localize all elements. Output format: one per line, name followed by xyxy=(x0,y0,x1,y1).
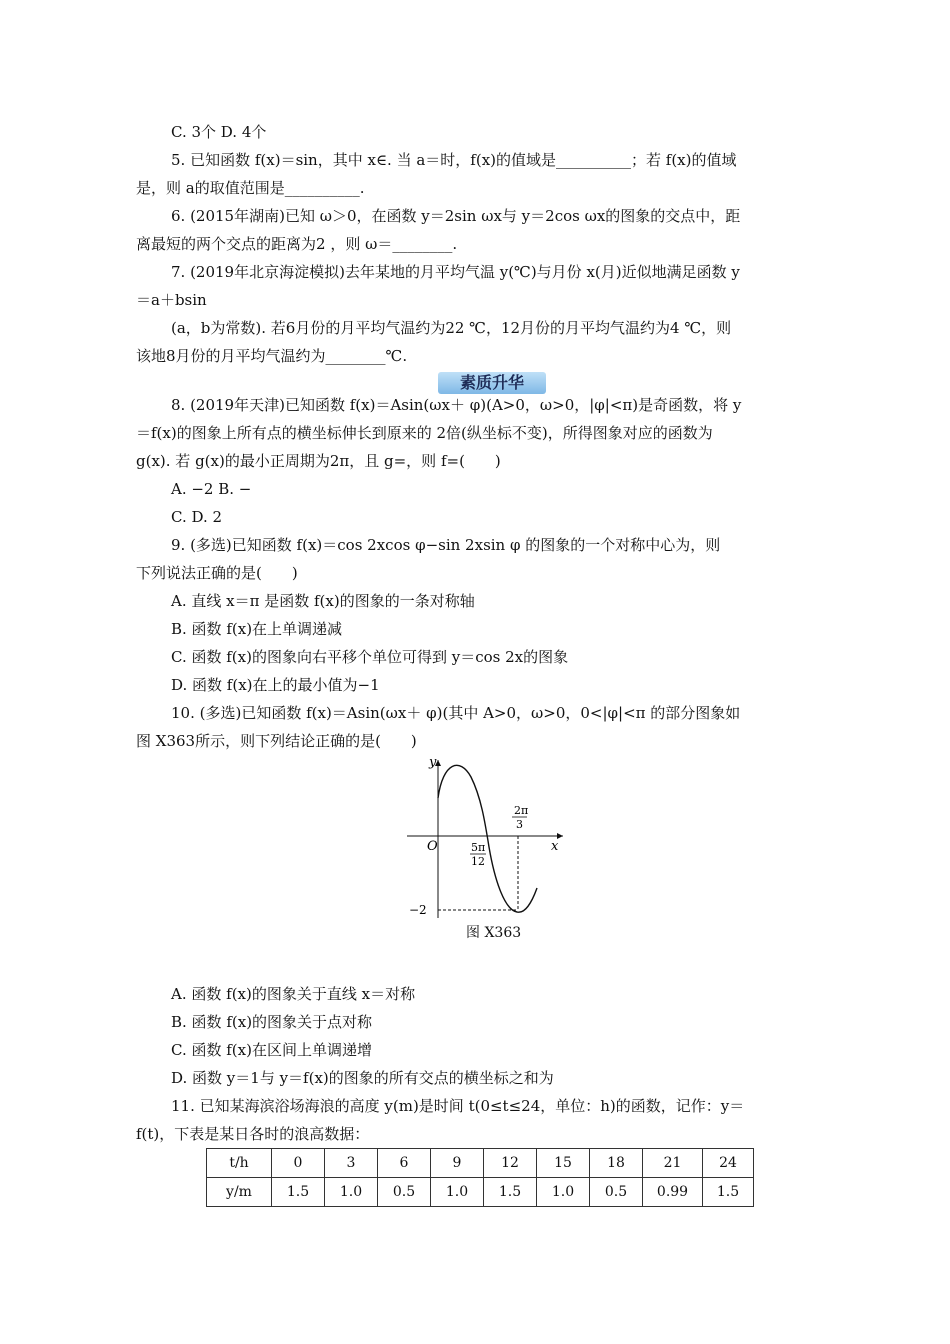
q7-line3: (a，b为常数). 若6月份的月平均气温约为22 ℃，12月份的月平均气温约为4 ℃，则 xyxy=(171,319,732,337)
q10-line2: 图 X363所示，则下列结论正确的是( ) xyxy=(136,732,417,750)
table-cell: 18 xyxy=(590,1149,643,1178)
tick-2pi3-numerator: 2π xyxy=(514,804,529,817)
sine-curve xyxy=(438,765,537,912)
q8-line2: ＝f(x)的图象上所有点的横坐标伸长到原来的 2倍(纵坐标不变)，所得图象对应的函数为 xyxy=(136,424,713,442)
q9-line1: 9. (多选)已知函数 f(x)＝cos 2xcos φ−sin 2xsin φ 的图象的一个对称中心为，则 xyxy=(171,536,721,554)
wave-height-table xyxy=(206,1148,754,1207)
q5-line2: 是，则 a的取值范围是__________. xyxy=(136,179,365,197)
table-cell: 3 xyxy=(325,1149,378,1178)
q11-line1: 11. 已知某海滨浴场海浪的高度 y(m)是时间 t(0≤t≤24，单位：h)的函数，记作：y＝ xyxy=(171,1097,745,1115)
q6-line2: 离最短的两个交点的距离为2 ，则 ω＝________. xyxy=(136,235,458,253)
table-row xyxy=(207,1149,754,1178)
table-cell: 0 xyxy=(272,1149,325,1178)
q5-line1: 5. 已知函数 f(x)＝sin，其中 x∈. 当 a＝时，f(x)的值域是__________；若 f(x)的值域 xyxy=(171,151,737,169)
table-cell: 1.5 xyxy=(703,1178,754,1207)
table-cell: 1.0 xyxy=(431,1178,484,1207)
q9-line2: 下列说法正确的是( ) xyxy=(136,564,298,582)
table-cell: 1.5 xyxy=(484,1178,537,1207)
q8-options-cd: C. D. 2 xyxy=(171,508,223,526)
q7-line2: ＝a＋bsin xyxy=(136,291,207,309)
sine-graph-figure xyxy=(405,752,575,922)
q6-line1: 6. (2015年湖南)已知 ω＞0，在函数 y＝2sin ωx与 y＝2cos ωx的图象的交点中，距 xyxy=(171,207,741,225)
q4-options-cd: C. 3个 D. 4个 xyxy=(171,123,267,141)
table-cell: 0.5 xyxy=(378,1178,431,1207)
table-cell: 1.0 xyxy=(537,1178,590,1207)
q11-line2: f(t)，下表是某日各时的浪高数据： xyxy=(136,1125,370,1143)
tick-5pi12-numerator: 5π xyxy=(471,841,486,854)
table-cell: 15 xyxy=(537,1149,590,1178)
q10-option-b: B. 函数 f(x)的图象关于点对称 xyxy=(171,1013,373,1031)
q10-option-c: C. 函数 f(x)在区间上单调递增 xyxy=(171,1041,372,1059)
table-cell: 6 xyxy=(378,1149,431,1178)
table-cell: 21 xyxy=(643,1149,703,1178)
x-axis-label: x xyxy=(551,839,559,854)
q10-option-a: A. 函数 f(x)的图象关于直线 x＝对称 xyxy=(171,985,416,1003)
y-min-label: −2 xyxy=(409,903,427,917)
y-axis-label: y xyxy=(429,755,437,770)
table-cell: 12 xyxy=(484,1149,537,1178)
q10-line1: 10. (多选)已知函数 f(x)＝Asin(ωx＋ φ)(其中 A>0，ω>0，0<|φ|<π 的部分图象如 xyxy=(171,704,741,722)
q9-option-c: C. 函数 f(x)的图象向右平移个单位可得到 y＝cos 2x的图象 xyxy=(171,648,569,666)
q7-line1: 7. (2019年北京海淀模拟)去年某地的月平均气温 y(℃)与月份 x(月)近似地满足函数 y xyxy=(171,263,740,281)
q9-option-b: B. 函数 f(x)在上单调递减 xyxy=(171,620,343,638)
tick-2pi3-denominator: 3 xyxy=(516,818,523,831)
q8-options-ab: A. −2 B. − xyxy=(171,480,252,498)
figure-caption: 图 X363 xyxy=(466,925,522,941)
q9-option-d: D. 函数 f(x)在上的最小值为−1 xyxy=(171,676,380,694)
q7-line4: 该地8月份的月平均气温约为________℃. xyxy=(136,347,408,365)
origin-label: O xyxy=(427,839,438,854)
q8-line3: g(x). 若 g(x)的最小正周期为2π，且 g=，则 f=( ) xyxy=(136,452,501,470)
table-cell: y/m xyxy=(207,1178,272,1207)
table-cell: 0.99 xyxy=(643,1178,703,1207)
q10-option-d: D. 函数 y＝1与 y＝f(x)的图象的所有交点的横坐标之和为 xyxy=(171,1069,554,1087)
q8-line1: 8. (2019年天津)已知函数 f(x)＝Asin(ωx＋ φ)(A>0，ω>0，|φ|<π)是奇函数，将 y xyxy=(171,396,742,414)
table-cell: 1.0 xyxy=(325,1178,378,1207)
tick-5pi12-denominator: 12 xyxy=(471,855,485,868)
table-row xyxy=(207,1178,754,1207)
table-cell: 0.5 xyxy=(590,1178,643,1207)
table-cell: t/h xyxy=(207,1149,272,1178)
q9-option-a: A. 直线 x＝π 是函数 f(x)的图象的一条对称轴 xyxy=(171,592,475,610)
table-cell: 1.5 xyxy=(272,1178,325,1207)
table-cell: 24 xyxy=(703,1149,754,1178)
section-banner: 素质升华 xyxy=(438,372,546,394)
table-cell: 9 xyxy=(431,1149,484,1178)
